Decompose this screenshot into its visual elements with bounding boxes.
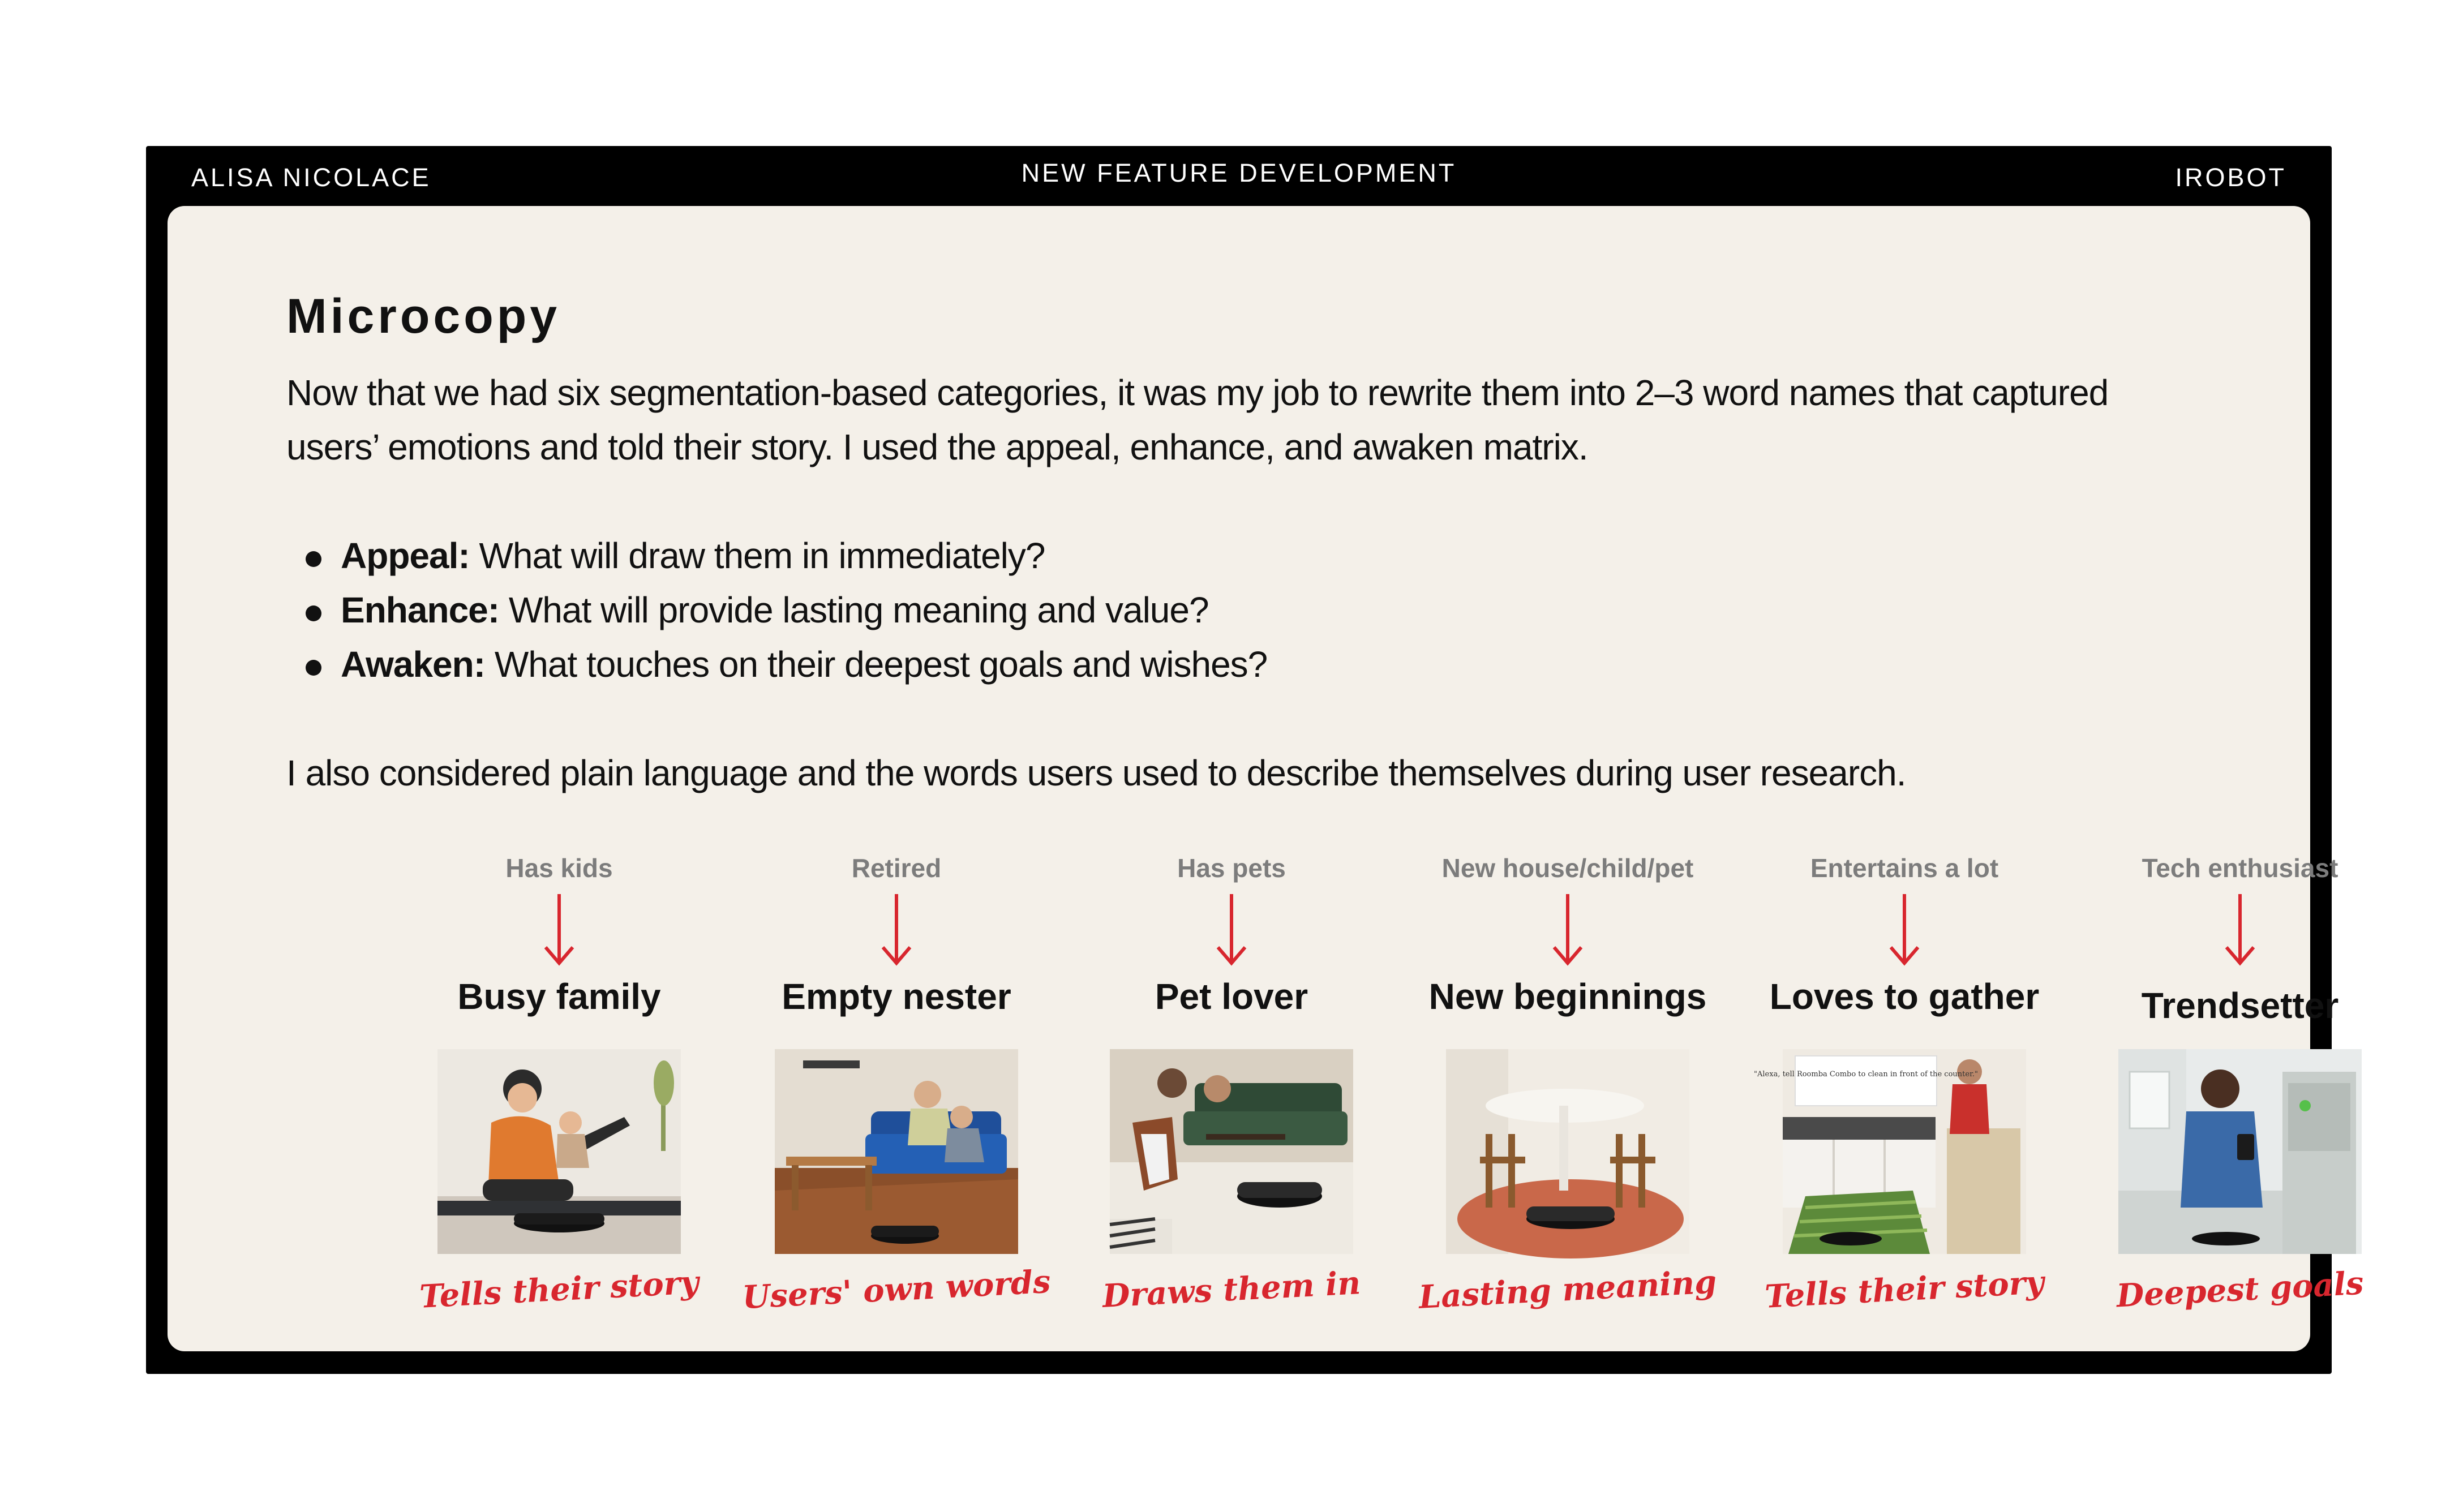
- persona-name: Busy family: [457, 976, 661, 1017]
- persona-photo: [2118, 1049, 2362, 1254]
- insight-caption: Deepest goals: [2116, 1264, 2365, 1315]
- persona-busy-family: [401, 851, 718, 1316]
- list-item: [286, 637, 2199, 691]
- segment-label: Tech enthusiast: [2142, 853, 2338, 883]
- insight-caption: Draws them in: [1101, 1264, 1362, 1315]
- persona-new-beginnings: [1409, 851, 1726, 1316]
- bullet-text: What will provide lasting meaning and value?: [499, 590, 1209, 630]
- text-block: [286, 285, 2199, 800]
- closing-paragraph: I also considered plain language and the words users used to describe themselves during user research.: [286, 753, 1906, 793]
- persona-photo: [1754, 1049, 2026, 1254]
- persona-name: New beginnings: [1428, 976, 1707, 1017]
- segment-label: Has pets: [1177, 853, 1286, 883]
- segment-label: New house/child/pet: [1441, 853, 1694, 883]
- svg-text:"Alexa, tell Roomba Combo to c: [1754, 1070, 1978, 1079]
- insight-caption: Tells their story: [1763, 1264, 2045, 1316]
- persona-empty-nester: [738, 851, 1055, 1317]
- list-item: [286, 583, 2199, 637]
- persona-trendsetter: [2082, 851, 2398, 1315]
- author-name: ALISA NICOLACE: [191, 163, 431, 192]
- persona-photo: [1446, 1049, 1689, 1254]
- persona-pet-lover: [1073, 851, 1390, 1315]
- segment-label: Entertains a lot: [1810, 853, 1999, 883]
- segment-label: Retired: [851, 853, 942, 883]
- persona-name: Pet lover: [1155, 976, 1308, 1017]
- content-panel: [168, 206, 2365, 1351]
- persona-photo: [775, 1049, 1018, 1254]
- persona-name: Loves to gather: [1769, 976, 2040, 1017]
- section-title: NEW FEATURE DEVELOPMENT: [1021, 158, 1457, 187]
- slide-frame: [146, 146, 2365, 1374]
- page-title: Microcopy: [286, 289, 561, 343]
- insight-caption: Lasting meaning: [1418, 1263, 1718, 1316]
- persona-name: Trendsetter: [2141, 985, 2339, 1026]
- company-name: IROBOT: [2175, 163, 2286, 192]
- bullet-term: Appeal:: [341, 535, 470, 576]
- insight-caption: Tells their story: [418, 1264, 700, 1316]
- persona-photo: [437, 1049, 681, 1254]
- down-arrow-icon: [1215, 893, 1248, 967]
- down-arrow-icon: [1887, 893, 1921, 967]
- segment-label: Has kids: [505, 853, 613, 883]
- bullet-text: What touches on their deepest goals and wishes?: [485, 644, 1268, 685]
- down-arrow-icon: [1551, 893, 1585, 967]
- bullet-text: What will draw them in immediately?: [469, 535, 1045, 576]
- insight-caption: Users' own words: [741, 1262, 1052, 1317]
- matrix-list: [286, 529, 2199, 691]
- down-arrow-icon: [879, 893, 913, 967]
- bullet-term: Awaken:: [341, 644, 486, 685]
- persona-name: Empty nester: [782, 976, 1011, 1017]
- intro-paragraph: Now that we had six segmentation-based categories, it was my job to rewrite them into 2–3 word names that captured users’ emotions and told their story. I used the appeal, enhance, and awaken matrix.: [286, 372, 2109, 467]
- photo-caption-text: "Alexa, tell Roomba Combo to clean in front of the counter.": [1754, 1070, 1978, 1079]
- top-bar: [146, 146, 2332, 206]
- bullet-term: Enhance:: [341, 590, 500, 630]
- persona-photo: [1110, 1049, 1353, 1254]
- persona-loves-to-gather: [1746, 851, 2063, 1316]
- down-arrow-icon: [2223, 893, 2257, 967]
- list-item: [286, 529, 2199, 583]
- down-arrow-icon: [542, 893, 576, 967]
